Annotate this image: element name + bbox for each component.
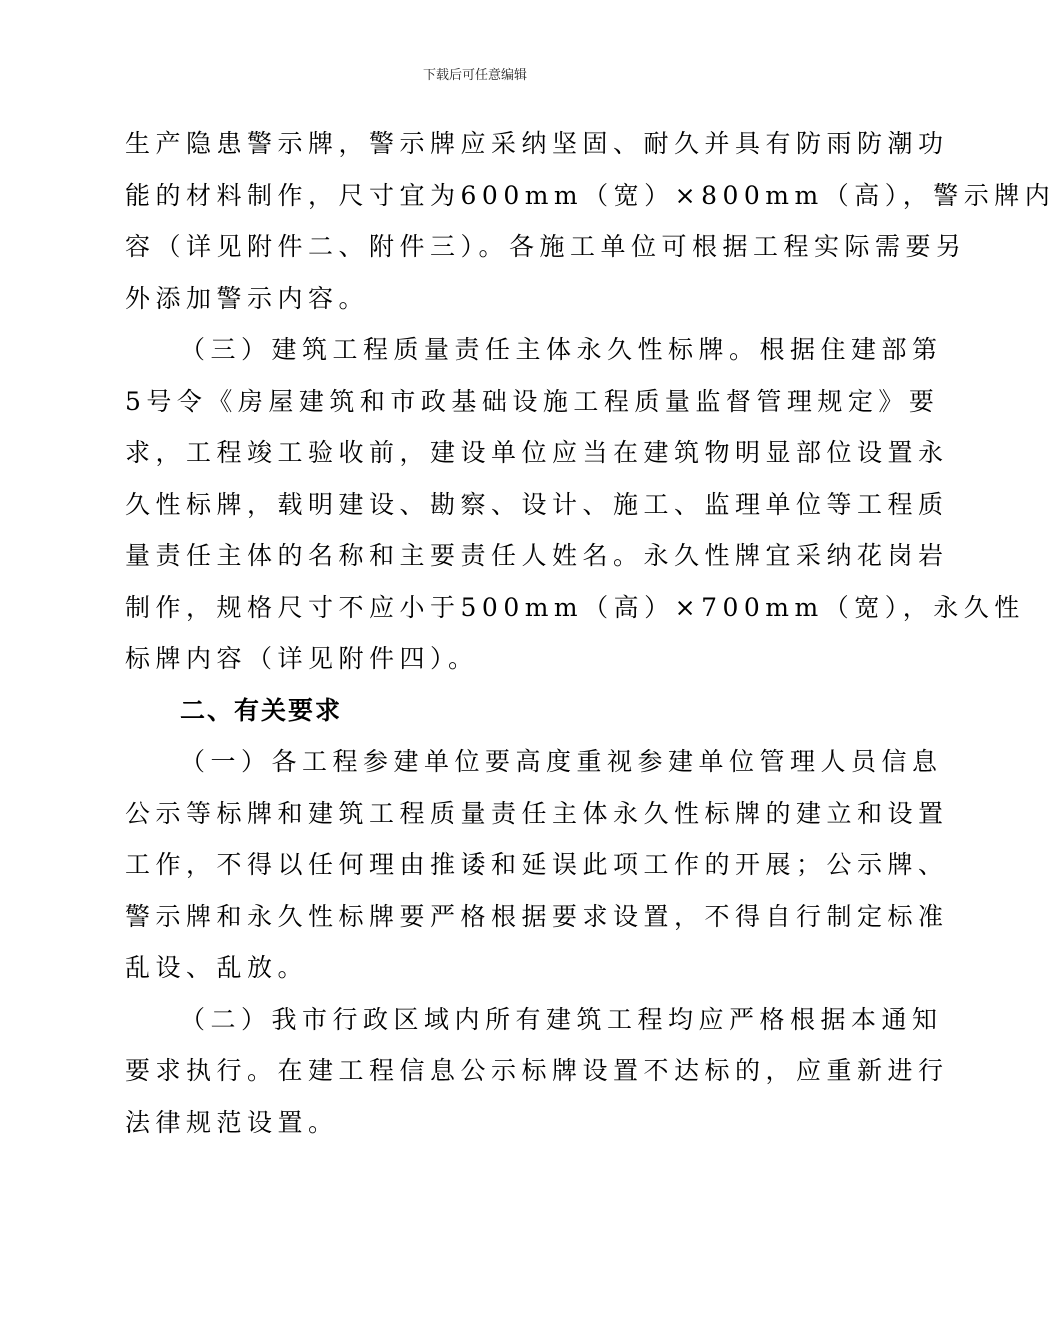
document-body	[125, 118, 1055, 1148]
body-line: 外添加警示内容。	[125, 283, 370, 313]
body-line: 5号令《房屋建筑和市政基础设施工程质量监督管理规定》要	[125, 386, 940, 416]
body-line: 法律规范设置。	[125, 1107, 339, 1137]
body-line: 能的材料制作，尺寸宜为600mm（宽）×800mm（高），警示牌内	[125, 180, 1055, 210]
section-heading: 二、有关要求	[180, 695, 343, 725]
body-line: 久性标牌，载明建设、勘察、设计、施工、监理单位等工程质	[125, 489, 949, 519]
body-line: 公示等标牌和建筑工程质量责任主体永久性标牌的建立和设置	[125, 798, 949, 828]
body-line: 容（详见附件二、附件三）。各施工单位可根据工程实际需要另	[125, 232, 967, 261]
body-line: 要求执行。在建工程信息公示标牌设置不达标的，应重新进行	[125, 1056, 949, 1085]
page-header-note: 下载后可任意编辑	[422, 68, 527, 83]
body-line: 量责任主体的名称和主要责任人姓名。永久性牌宜采纳花岗岩	[125, 541, 949, 570]
body-line: 制作，规格尺寸不应小于500mm（高）×700mm（宽），永久性	[125, 592, 1025, 622]
paragraph-start-line: （三）建筑工程质量责任主体永久性标牌。根据住建部第	[180, 335, 943, 364]
body-line: 求，工程竣工验收前，建设单位应当在建筑物明显部位设置永	[125, 438, 949, 467]
body-line: 警示牌和永久性标牌要严格根据要求设置，不得自行制定标准	[125, 901, 949, 931]
body-line: 乱设、乱放。	[125, 953, 309, 982]
body-line: 生产隐患警示牌，警示牌应采纳坚固、耐久并具有防雨防潮功	[125, 129, 949, 158]
paragraph-start-line: （二）我市行政区域内所有建筑工程均应严格根据本通知	[180, 1004, 943, 1034]
body-line: 标牌内容（详见附件四）。	[125, 644, 479, 673]
body-line: 工作，不得以任何理由推诿和延误此项工作的开展；公示牌、	[125, 850, 949, 879]
paragraph-start-line: （一）各工程参建单位要高度重视参建单位管理人员信息	[180, 747, 943, 776]
